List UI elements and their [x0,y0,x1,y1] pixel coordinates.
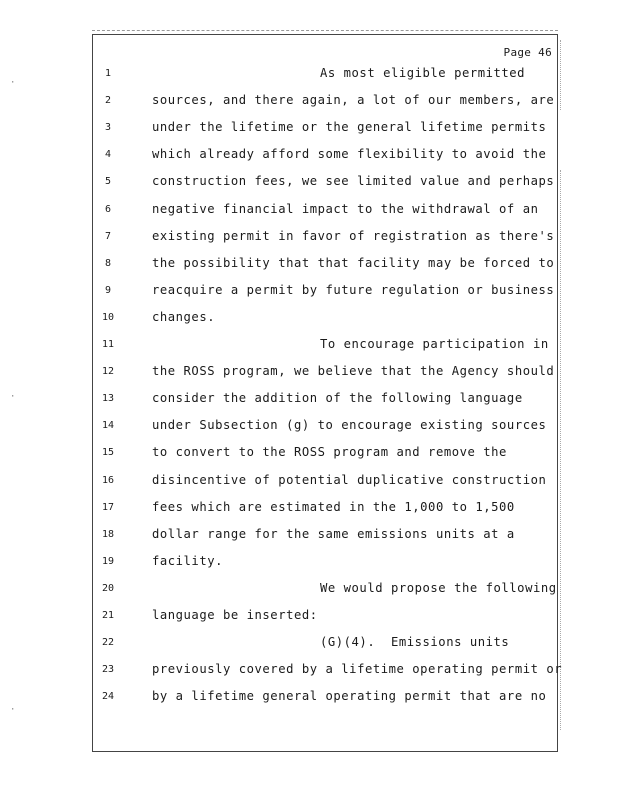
transcript-line [0,93,618,113]
line-text: (G)(4). Emissions units [320,635,510,650]
line-number: 20 [101,582,115,594]
transcript-line [0,418,618,438]
line-text: under Subsection (g) to encourage existing sources [152,418,547,433]
line-number: 9 [104,284,112,296]
transcript-line [0,66,618,86]
line-text: construction fees, we see limited value and perhaps [152,174,555,189]
transcript-line [0,500,618,520]
line-text: consider the addition of the following language [152,391,523,406]
transcript-line [0,283,618,303]
hole-punch-mark: · [10,705,16,715]
line-number: 24 [101,691,115,703]
transcript-line [0,445,618,465]
line-text: sources, and there again, a lot of our members, are [152,93,555,108]
line-text: As most eligible permitted [320,66,526,80]
transcript-line [0,147,618,167]
line-number: 2 [104,95,112,107]
transcript-line [0,229,618,249]
line-text: dollar range for the same emissions units at a [152,526,515,541]
transcript-line [0,608,618,628]
line-number: 6 [104,203,112,215]
line-number: 1 [104,68,112,79]
transcript-line [0,473,618,493]
line-number: 10 [101,311,115,323]
line-text: We would propose the following [320,580,557,595]
transcript-line [0,256,618,276]
line-text: the possibility that that facility may be forced to [152,255,555,270]
transcript-line [0,527,618,547]
line-number: 12 [101,366,115,378]
line-number: 5 [104,176,112,188]
line-text: reacquire a permit by future regulation or business [152,282,555,297]
transcript-line [0,364,618,384]
line-number: 17 [101,501,115,513]
line-number: 11 [101,339,115,350]
line-number: 16 [101,474,115,486]
line-number: 7 [104,230,112,242]
page-number: Page 46 [503,46,552,59]
hole-punch-mark: · [10,78,16,88]
transcript-line [0,337,618,357]
line-text: changes. [152,309,216,324]
line-number: 22 [101,637,115,649]
transcript-line [0,662,618,682]
line-number: 4 [104,149,112,161]
line-text: under the lifetime or the general lifetime permits [152,120,547,135]
line-text: language be inserted: [152,608,318,622]
line-text: to convert to the ROSS program and remove the [152,445,507,460]
transcript-line [0,202,618,222]
line-text: the ROSS program, we believe that the Agency should [152,364,555,379]
transcript-line [0,391,618,411]
transcript-line [0,554,618,574]
line-text: previously covered by a lifetime operating permit or [152,662,563,677]
line-number: 21 [101,610,115,621]
transcript-line [0,174,618,194]
line-number: 3 [104,122,112,134]
transcript-line [0,635,618,655]
top-edge-artifact [92,30,558,33]
transcript-line [0,689,618,709]
line-number: 15 [101,447,115,459]
transcript-line [0,581,618,601]
line-text: fees which are estimated in the 1,000 to 1,500 [152,499,515,514]
line-text: facility. [152,553,223,568]
line-text: which already afford some flexibility to avoid the [152,147,547,162]
line-text: existing permit in favor of registration as there's [152,228,555,243]
hole-punch-mark: · [10,392,16,402]
line-text: To encourage participation in [320,337,549,351]
line-number: 8 [104,257,112,269]
line-text: negative financial impact to the withdrawal of an [152,201,539,216]
line-number: 13 [101,393,115,405]
line-number: 14 [101,420,115,432]
line-number: 19 [101,555,115,567]
transcript-line [0,310,618,330]
transcript-line [0,120,618,140]
line-number: 18 [101,528,115,540]
line-number: 23 [101,664,115,676]
line-text: by a lifetime general operating permit that are no [152,689,547,704]
line-text: disincentive of potential duplicative construction [152,472,547,487]
